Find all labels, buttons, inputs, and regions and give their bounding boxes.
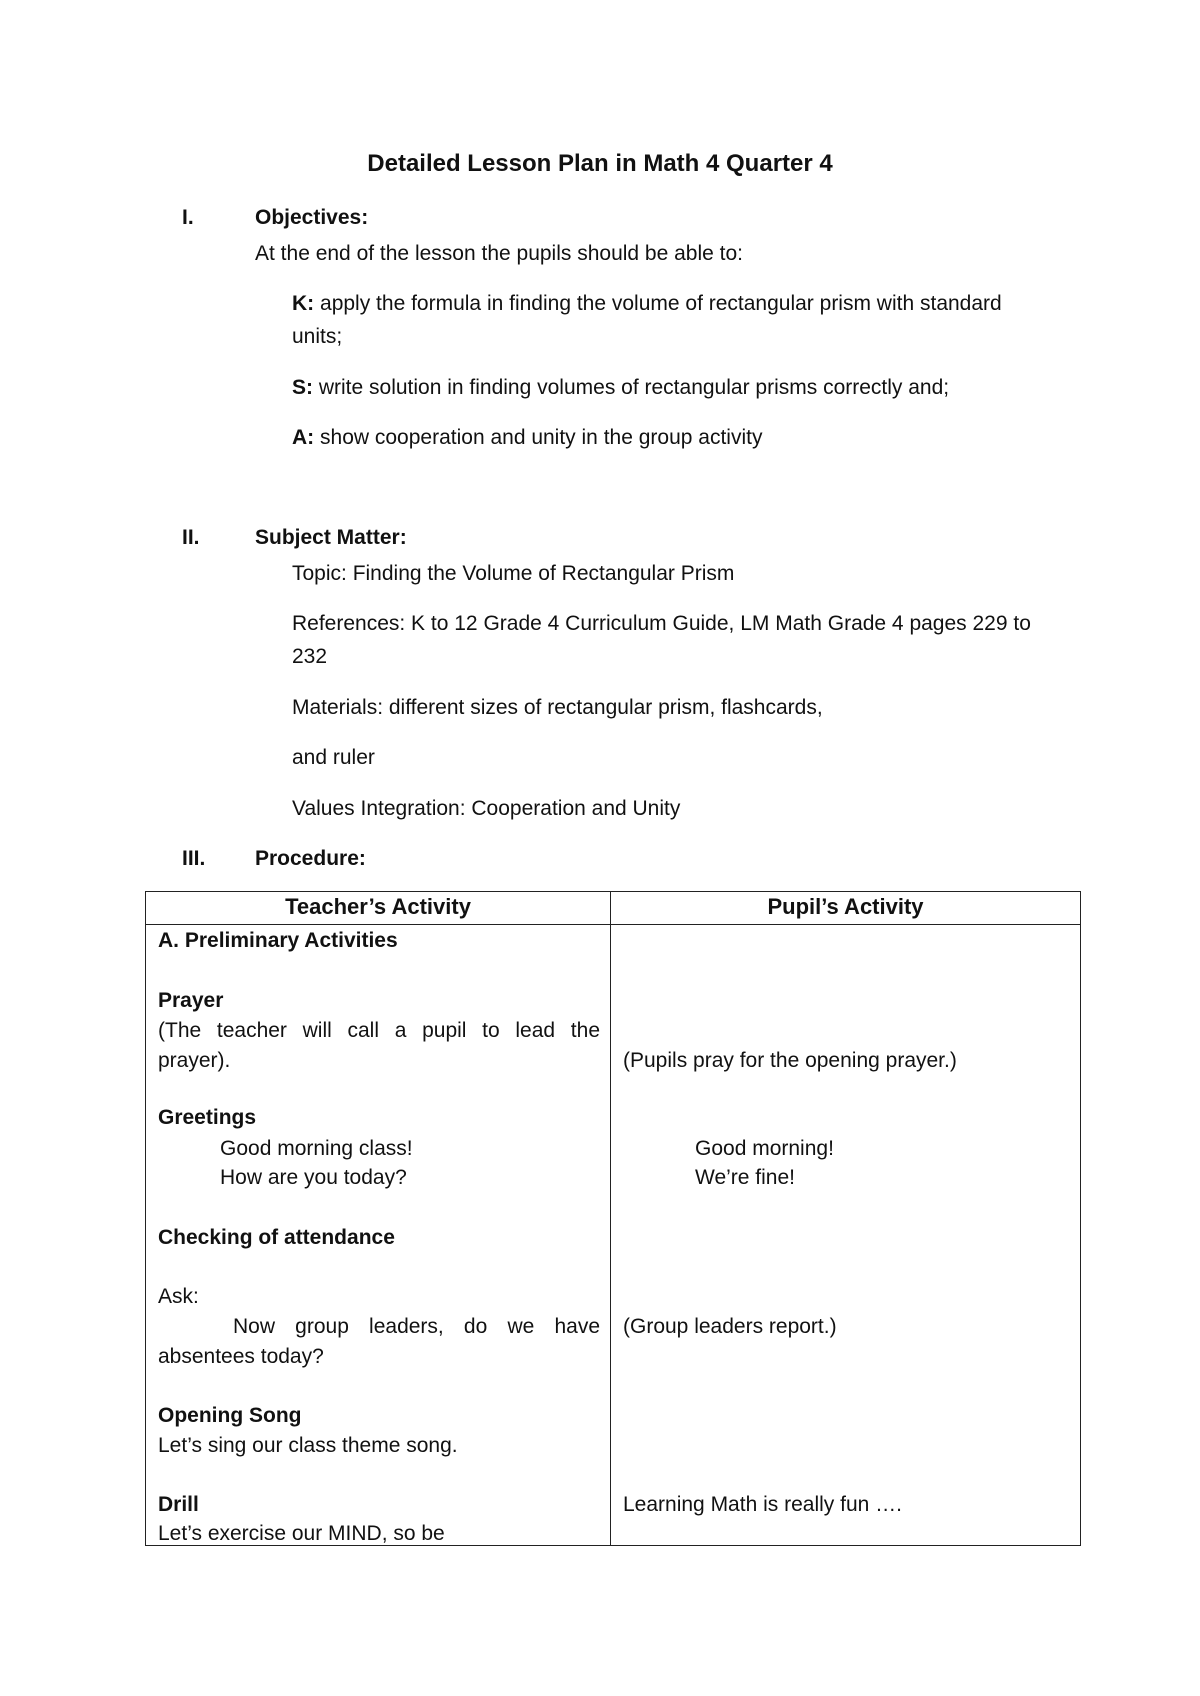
checking-attendance-heading: Checking of attendance — [158, 1226, 395, 1249]
references-line-continued: 232 — [292, 645, 328, 668]
objectives-title: Objectives: — [255, 206, 369, 229]
drill-heading: Drill — [158, 1493, 199, 1516]
materials-line: Materials: different sizes of rectangular prism, flashcards, — [292, 696, 823, 719]
ask-question: Now group leaders, do we have — [233, 1315, 600, 1338]
pupil-greeting-line-2: We’re fine! — [695, 1166, 795, 1189]
objectives-number: I. — [182, 206, 194, 229]
drill-text: Let’s exercise our MIND, so be — [158, 1522, 445, 1545]
objective-k — [292, 290, 1082, 318]
pupil-greeting-line-1: Good morning! — [695, 1137, 834, 1160]
topic-line: Topic: Finding the Volume of Rectangular Prism — [292, 562, 735, 585]
objective-a-text: show cooperation and unity in the group activity — [320, 426, 763, 449]
opening-song-heading: Opening Song — [158, 1404, 302, 1427]
page-title: Detailed Lesson Plan in Math 4 Quarter 4 — [367, 150, 833, 177]
objective-a — [292, 424, 1082, 452]
ask-label: Ask: — [158, 1285, 199, 1308]
objective-s-text: write solution in finding volumes of rectangular prisms correctly and; — [318, 376, 950, 399]
preliminary-activities-heading: A. Preliminary Activities — [158, 929, 398, 952]
subject-matter-number: II. — [182, 526, 200, 549]
subject-matter-title: Subject Matter: — [255, 526, 407, 549]
objective-s — [292, 374, 1082, 402]
pupil-prayer-response: (Pupils pray for the opening prayer.) — [623, 1049, 957, 1072]
prayer-heading: Prayer — [158, 989, 224, 1012]
pupil-activity-cell — [611, 925, 1081, 1546]
prayer-instruction-continued: prayer). — [158, 1049, 231, 1072]
opening-song-text: Let’s sing our class theme song. — [158, 1434, 458, 1457]
pupil-activity-header: Pupil’s Activity — [611, 892, 1081, 925]
references-line: References: K to 12 Grade 4 Curriculum Guide, LM Math Grade 4 pages 229 to — [292, 612, 1031, 635]
subject-matter-heading — [182, 524, 1082, 552]
greeting-line-2: How are you today? — [220, 1166, 407, 1189]
objective-k-text: apply the formula in finding the volume of rectangular prism with standard — [320, 292, 1002, 315]
procedure-title: Procedure: — [255, 847, 366, 870]
objectives-heading — [182, 204, 1082, 232]
pupil-attendance-response: (Group leaders report.) — [623, 1315, 837, 1338]
greeting-line-1: Good morning class! — [220, 1137, 413, 1160]
teacher-activity-header: Teacher’s Activity — [146, 892, 611, 925]
table-header-row — [146, 892, 1081, 925]
objectives-intro: At the end of the lesson the pupils should be able to: — [255, 242, 744, 265]
objective-s-label: S: — [292, 376, 313, 399]
objective-a-label: A: — [292, 426, 315, 449]
ask-question-continued: absentees today? — [158, 1345, 324, 1368]
greetings-heading: Greetings — [158, 1106, 257, 1129]
table-row — [146, 925, 1081, 1546]
procedure-number: III. — [182, 847, 206, 870]
teacher-activity-cell — [146, 925, 611, 1546]
materials-line-continued: and ruler — [292, 746, 375, 769]
values-integration-line: Values Integration: Cooperation and Unity — [292, 797, 681, 820]
procedure-table — [145, 891, 1081, 1546]
objective-k-label: K: — [292, 292, 315, 315]
prayer-instruction: (The teacher will call a pupil to lead the — [158, 1019, 600, 1042]
pupil-drill-response: Learning Math is really fun …. — [623, 1493, 902, 1516]
objective-k-continued: units; — [292, 325, 343, 348]
procedure-heading — [182, 845, 1082, 873]
